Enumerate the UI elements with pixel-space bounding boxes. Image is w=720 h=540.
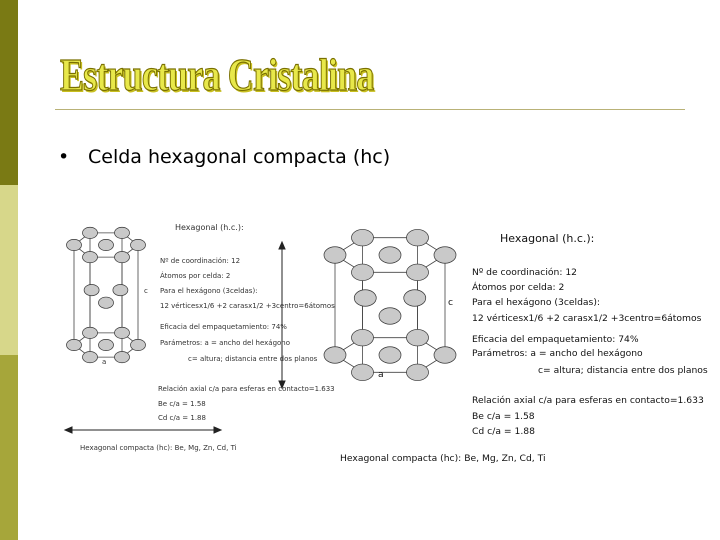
atom — [352, 264, 374, 281]
small-line-4: 12 vérticesx1/6 +2 carasx1/2 +3centro=6átomos — [160, 302, 335, 310]
large-line-5: Eficacia del empaquetamiento: 74% — [472, 334, 639, 345]
small-line-1: Nº de coordinación: 12 — [160, 257, 241, 265]
small-caption: Hexagonal compacta (hc): Be, Mg, Zn, Cd, Ti — [80, 444, 237, 452]
atom — [83, 227, 98, 238]
sidebar-band-light — [0, 185, 18, 355]
small-label-a: a — [102, 358, 107, 366]
large-line-3: Para el hexágono (3celdas): — [472, 297, 601, 308]
atom — [99, 297, 114, 308]
large-line-8: Relación axial c/a para esferas en contacto=1.633 — [472, 395, 704, 406]
arrowhead-up — [279, 242, 285, 249]
atom — [131, 239, 146, 250]
atom — [434, 347, 456, 364]
large-line-2: Átomos por celda: 2 — [472, 282, 565, 293]
slide-sidebar — [0, 0, 18, 540]
small-line-2: Átomos por celda: 2 — [160, 272, 231, 280]
atom — [67, 239, 82, 250]
large-heading: Hexagonal (h.c.): — [500, 232, 595, 245]
bullet-text: Celda hexagonal compacta (hc) — [88, 146, 391, 168]
bullet-marker: • — [58, 146, 70, 168]
atom — [83, 351, 98, 362]
atom — [379, 308, 401, 325]
atom — [352, 364, 374, 381]
small-line-3: Para el hexágono (3celdas): — [160, 287, 258, 295]
large-line-9: Be c/a = 1.58 — [472, 411, 535, 422]
small-line-7: c= altura; distancia entre dos planos — [188, 355, 318, 363]
atom — [379, 247, 401, 264]
small-line-5: Eficacia del empaquetamiento: 74% — [160, 323, 287, 331]
atom — [354, 290, 376, 307]
small-line-9: Be c/a = 1.58 — [158, 400, 206, 408]
atom — [115, 251, 130, 262]
slide-title: Estructura Cristalina — [60, 49, 374, 100]
atom — [407, 364, 429, 381]
small-line-6: Parámetros: a = ancho del hexágono — [160, 339, 291, 347]
atom — [352, 329, 374, 346]
large-label-c: c — [448, 297, 454, 308]
arrowhead-right — [214, 427, 221, 433]
large-line-10: Cd c/a = 1.88 — [472, 426, 535, 437]
large-line-7: c= altura; distancia entre dos planos — [538, 365, 708, 376]
atom — [115, 351, 130, 362]
atom — [324, 247, 346, 264]
atom — [407, 264, 429, 281]
large-line-6: Parámetros: a = ancho del hexágono — [472, 348, 643, 359]
atom — [434, 247, 456, 264]
atom — [407, 229, 429, 246]
large-line-4: 12 vérticesx1/6 +2 carasx1/2 +3centro=6átomos — [472, 313, 702, 324]
atom — [407, 329, 429, 346]
atom — [83, 327, 98, 338]
figure-small — [60, 215, 335, 465]
atom — [99, 339, 114, 350]
atom — [84, 284, 99, 295]
sidebar-band-dark — [0, 0, 18, 185]
atom — [99, 239, 114, 250]
atom — [352, 229, 374, 246]
sidebar-band-mid — [0, 355, 18, 540]
atom — [67, 339, 82, 350]
small-label-c: c — [144, 287, 148, 295]
atom — [115, 327, 130, 338]
atom — [379, 347, 401, 364]
atom — [113, 284, 128, 295]
small-line-8: Relación axial c/a para esferas en contacto=1.633 — [158, 385, 335, 393]
large-line-1: Nº de coordinación: 12 — [472, 267, 578, 278]
figure-large — [300, 225, 708, 470]
atom — [324, 347, 346, 364]
small-line-10: Cd c/a = 1.88 — [158, 414, 206, 422]
small-heading: Hexagonal (h.c.): — [175, 223, 244, 232]
atom — [404, 290, 426, 307]
atom — [131, 339, 146, 350]
large-label-a: a — [378, 369, 384, 380]
large-caption: Hexagonal compacta (hc): Be, Mg, Zn, Cd, Ti — [340, 453, 546, 464]
title-divider — [55, 109, 685, 110]
atom — [115, 227, 130, 238]
atom — [83, 251, 98, 262]
arrowhead-left — [65, 427, 72, 433]
